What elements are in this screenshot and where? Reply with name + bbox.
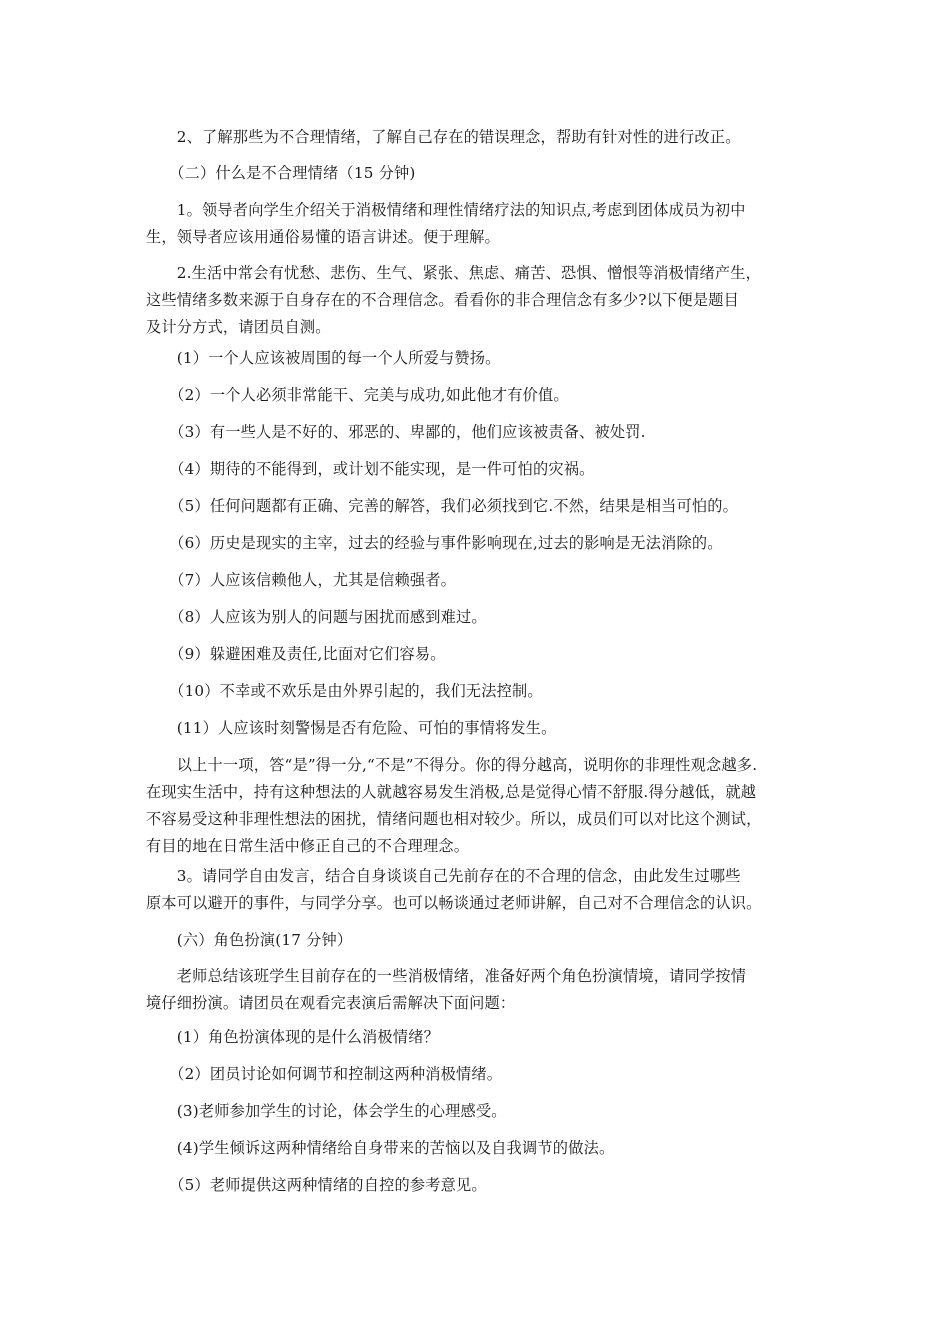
text-line: （5）任何问题都有正确、完善的解答，我们必须找到它.不然，结果是相当可怕的。 [146,497,739,515]
section-heading-6 [146,927,808,954]
text-line: (1）一个人应该被周围的每一个人所爱与赞扬。 [146,349,501,367]
text-line: 不容易受这种非理性想法的困扰，情绪问题也相对较少。所以，成员们可以对比这个测试， [146,810,762,828]
text-line: (六）角色扮演(17 分钟） [146,931,353,949]
list-item-8 [146,604,808,631]
list-item-7 [146,567,808,594]
text-line: （10）不幸或不欢乐是由外界引起的，我们无法控制。 [146,682,543,700]
text-line: （2）团员讨论如何调节和控制这两种消极情绪。 [146,1065,503,1083]
text-line: 1。领导者向学生介绍关于消极情绪和理性情绪疗法的知识点,考虑到团体成员为初中 [146,201,746,219]
question-2 [146,1061,808,1088]
text-line: 2、了解那些为不合理情绪，了解自己存在的错误理念，帮助有针对性的进行改正。 [146,128,741,146]
section-heading-2 [146,160,808,187]
text-line: （7）人应该信赖他人，尤其是信赖强者。 [146,571,457,589]
list-item-3 [146,419,808,446]
text-line: （8）人应该为别人的问题与困扰而感到难过。 [146,608,487,626]
text-line: 这些情绪多数来源于自身存在的不合理信念。看看你的非合理信念有多少?以下便是题目 [146,291,740,309]
text-line: (11）人应该时刻警惕是否有危险、可怕的事情将发生。 [146,719,557,737]
text-line: （6）历史是现实的主宰，过去的经验与事件影响现在,过去的影响是无法消除的。 [146,534,723,552]
question-5 [146,1172,808,1199]
list-item-4 [146,456,808,483]
text-line: 以上十一项，答“是”得一分,“不是”不得分。你的得分越高，说明你的非理性观念越多. [146,756,758,774]
list-item-2 [146,382,808,409]
question-1 [146,1024,808,1051]
list-item-9 [146,641,808,668]
paragraph-scoring [146,752,808,860]
list-item-10 [146,678,808,705]
text-line: （5）老师提供这两种情绪的自控的参考意见。 [146,1176,487,1194]
paragraph-4 [146,260,808,341]
paragraph-share [146,863,808,917]
text-line: 及计分方式，请团员自测。 [146,318,331,336]
question-3 [146,1098,808,1125]
text-line: (3)老师参加学生的讨论，体会学生的心理感受。 [146,1102,507,1120]
paragraph-1 [146,124,808,151]
paragraph-roleplay [146,963,808,1017]
text-line: 老师总结该班学生目前存在的一些消极情绪，准备好两个角色扮演情境，请同学按情 [146,967,747,985]
text-line: 有目的地在日常生活中修正自己的不合理理念。 [146,837,470,855]
text-line: （4）期待的不能得到，或计划不能实现，是一件可怕的灾祸。 [146,460,595,478]
text-line: (1）角色扮演体现的是什么消极情绪？ [146,1028,439,1046]
text-line: （二）什么是不合理情绪（15 分钟) [146,164,416,182]
question-4 [146,1135,808,1162]
list-item-6 [146,530,808,557]
paragraph-3 [146,197,808,251]
list-item-5 [146,493,808,520]
text-line: （2）一个人必须非常能干、完美与成功,如此他才有价值。 [146,386,569,404]
text-line: 原本可以避开的事件，与同学分享。也可以畅谈通过老师讲解，自己对不合理信念的认识。 [146,894,762,912]
text-line: （9）躲避困难及责任,比面对它们容易。 [146,645,446,663]
list-item-1 [146,345,808,372]
text-line: 3。请同学自由发言，结合自身谈谈自己先前存在的不合理的信念，由此发生过哪些 [146,867,741,885]
text-line: 在现实生活中，持有这种想法的人就越容易发生消极,总是觉得心情不舒服.得分越低，就越 [146,783,757,801]
text-line: (4)学生倾诉这两种情绪给自身带来的苦恼以及自我调节的做法。 [146,1139,615,1157]
text-line: 2.生活中常会有忧愁、悲伤、生气、紧张、焦虑、痛苦、恐惧、憎恨等消极情绪产生， [146,264,762,282]
list-item-11 [146,715,808,742]
text-line: 生，领导者应该用通俗易懂的语言讲述。便于理解。 [146,228,500,246]
text-line: （3）有一些人是不好的、邪恶的、卑鄙的，他们应该被责备、被处罚. [146,423,646,441]
text-line: 境仔细扮演。请团员在观看完表演后需解决下面问题： [146,994,516,1012]
